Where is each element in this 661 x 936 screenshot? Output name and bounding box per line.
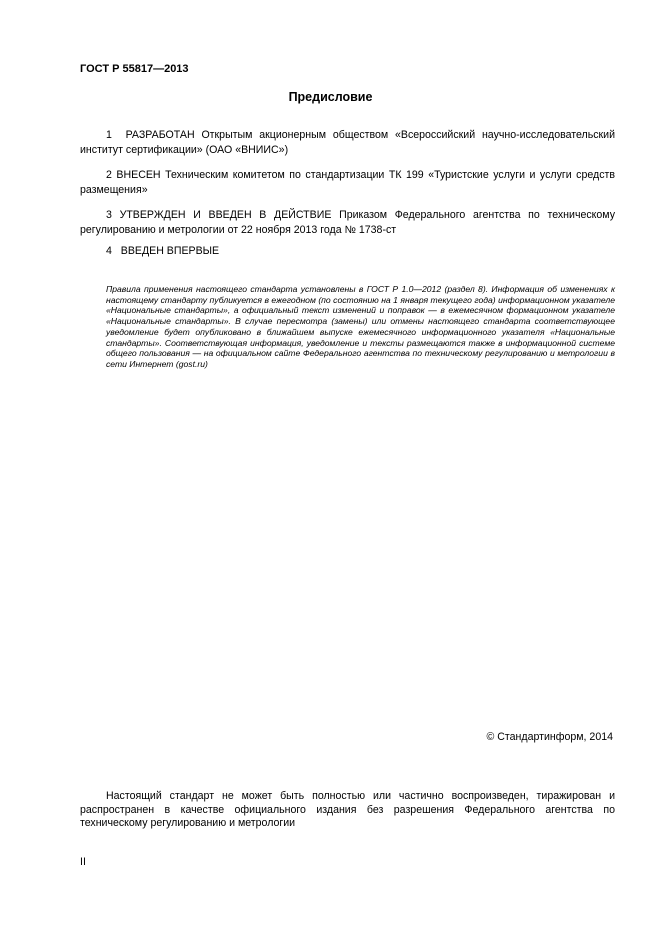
item-text: ВВЕДЕН ВПЕРВЫЕ [120,245,220,257]
item-number: 1 [106,129,112,141]
foreword-item-4 [80,244,615,259]
foreword-item-3 [80,208,615,237]
page-number: II [80,856,86,868]
foreword-item-2 [80,168,615,197]
copyright: © Стандартинформ, 2014 [486,731,613,743]
notice-text: Настоящий стандарт не может быть полностью или частично воспроизведен, тиражирован и распространен в качестве официального издания без разрешения Федерального агентства по техническому регулированию и метрологии [80,790,615,829]
document-header: ГОСТ Р 55817—2013 [80,63,189,75]
item-text: УТВЕРЖДЕН И ВВЕДЕН В ДЕЙСТВИЕ Приказом Федерального агентства по техническому регулированию и метрологии от 22 ноября 2013 года № 1738-ст [80,209,615,236]
item-text: РАЗРАБОТАН Открытым акционерным обществом «Всероссийский научно-исследовательский институт сертификации» (ОАО «ВНИИС») [80,129,615,156]
item-number: 2 [106,169,112,181]
item-number: 4 [106,245,112,257]
foreword-item-1 [80,128,615,157]
reproduction-notice [80,790,615,831]
item-number: 3 [106,209,112,221]
application-rules-note: Правила применения настоящего стандарта установлены в ГОСТ Р 1.0—2012 (раздел 8). Информация об изменениях к настоящему стандарту публикуется в ежегодном (по состоянию на 1 января текущего года) информационном указателе «Национальные стандарты», а официальный текст изменений и поправок — в ежемесячном формационном указателе «Национальные стандарты». В случае пересмотра (замены) или отмены настоящего стандарта соответствующее уведомление будет опубликовано в ближайшем выпуске ежемесячного информационного указателя «Национальные стандарты». Соответствующая информация, уведомление и тексты размещаются также в информационной системе общего пользования — на официальном сайте Федерального агентства по техническому регулированию и метрологии в сети Интернет (gost.ru) [106,284,615,369]
section-title: Предисловие [288,90,373,104]
item-text: ВНЕСЕН Техническим комитетом по стандартизации ТК 199 «Туристские услуги и услуги средств размещения» [80,169,615,196]
